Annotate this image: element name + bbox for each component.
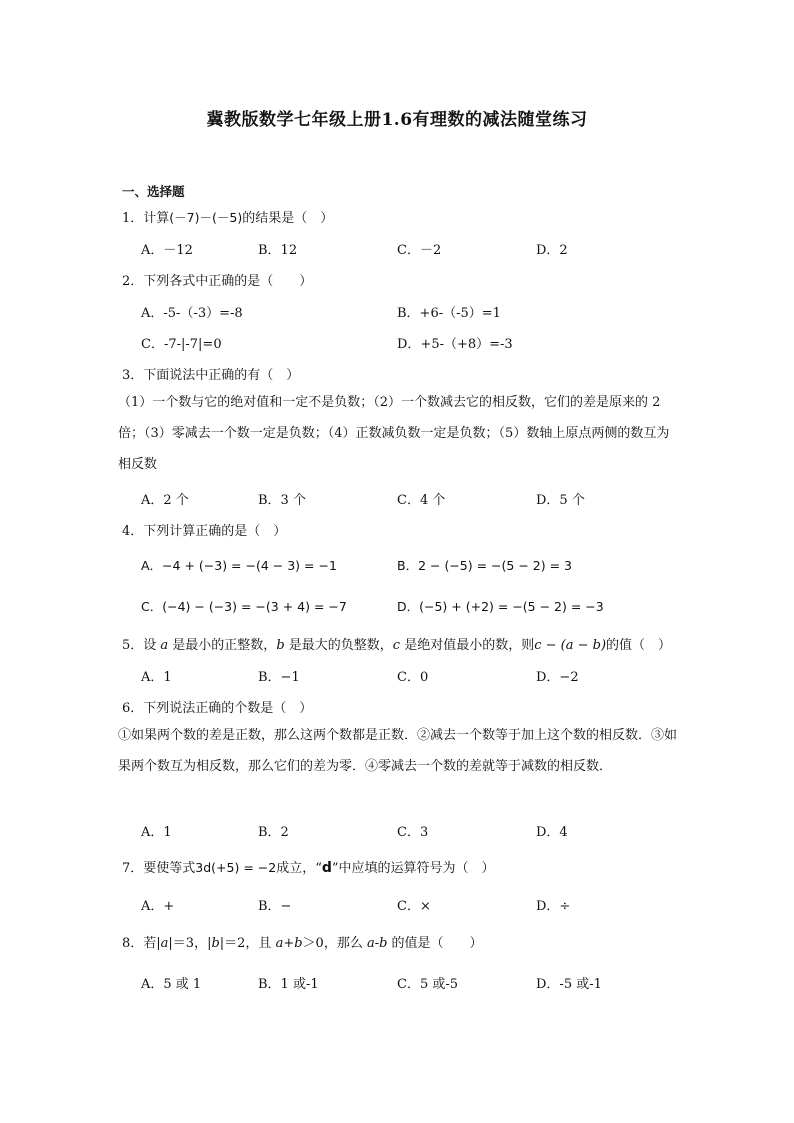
question-3-stem: 3．下面说法中正确的有（ ） <box>122 368 300 383</box>
q1-option-c[interactable]: C．－2 <box>397 243 442 258</box>
q8-option-d[interactable]: D．-5 或-1 <box>536 977 602 992</box>
question-6-stem: 6．下列说法正确的个数是（ ） <box>122 701 313 716</box>
q3-option-b[interactable]: B．3 个 <box>258 493 306 508</box>
q2-option-c[interactable]: C．-7-|-7|=0 <box>141 337 222 352</box>
q1-option-a[interactable]: A．－12 <box>141 243 193 258</box>
question-4-stem: 4．下列计算正确的是（ ） <box>122 524 287 539</box>
q6-option-b[interactable]: B．2 <box>258 825 289 840</box>
q5-option-c[interactable]: C．0 <box>397 670 429 685</box>
q7-option-a[interactable]: A．+ <box>141 899 175 914</box>
q4-option-a[interactable]: A．−4 + (−3) = −(4 − 3) = −1 <box>141 558 337 573</box>
q4-option-d[interactable]: D．(−5) + (+2) = −(5 − 2) = −3 <box>397 599 604 614</box>
q2-option-d[interactable]: D．+5-（+8）=-3 <box>397 337 513 352</box>
question-8-stem: 8．若|a|＝3，|b|＝2，且 a+b＞0，那么 a-b 的值是（ ） <box>122 936 483 951</box>
question-3-body: （1）一个数与它的绝对值和一定不是负数；（2）一个数减去它的相反数，它们的差是原来的 2 倍；（3）零减去一个数一定是负数；（4）正数减负数一定是负数；（5）数轴上原点两侧的数互为相反数 <box>118 395 670 472</box>
q5-option-d[interactable]: D．−2 <box>536 670 579 685</box>
q6-option-a[interactable]: A．1 <box>141 825 172 840</box>
q3-option-a[interactable]: A．2 个 <box>141 493 189 508</box>
question-6-body: ①如果两个数的差是正数，那么这两个数都是正数．②减去一个数等于加上这个数的相反数．③如果两个数互为相反数，那么它们的差为零．④零减去一个数的差就等于减数的相反数． <box>118 728 678 774</box>
q1-option-d[interactable]: D．2 <box>536 243 568 258</box>
q6-option-d[interactable]: D．4 <box>536 825 568 840</box>
q5-expression: c − (a − b) <box>534 638 607 653</box>
q2-option-a[interactable]: A．-5-（-3）=-8 <box>141 306 243 321</box>
question-7-stem: 7．要使等式3d(+5) = −2成立，“d”中应填的运算符号为（ ） <box>122 860 495 876</box>
q3-option-c[interactable]: C．4 个 <box>397 493 446 508</box>
q7-placeholder-symbol: d <box>321 860 332 876</box>
q8-option-a[interactable]: A．5 或 1 <box>141 977 202 992</box>
q7-option-d[interactable]: D．÷ <box>536 899 571 914</box>
section-heading: 一、选择题 <box>122 184 185 199</box>
q8-option-c[interactable]: C．5 或-5 <box>397 977 459 992</box>
q4-option-b[interactable]: B．2 − (−5) = −(5 − 2) = 3 <box>397 558 572 573</box>
question-2-stem: 2．下列各式中正确的是（ ） <box>122 274 313 289</box>
question-1-stem: 1．计算(－7)－(－5)的结果是（ ） <box>122 210 334 226</box>
question-5-stem: 5．设 a 是最小的正整数，b 是最大的负整数，c 是绝对值最小的数，则c − (a − b)的值（ ） <box>122 638 672 653</box>
q8-option-b[interactable]: B．1 或-1 <box>258 977 319 992</box>
q4-option-c[interactable]: C．(−4) − (−3) = −(3 + 4) = −7 <box>141 599 347 614</box>
q3-option-d[interactable]: D．5 个 <box>536 493 585 508</box>
q7-option-c[interactable]: C．× <box>397 899 431 914</box>
q5-option-a[interactable]: A．1 <box>141 670 172 685</box>
q2-option-b[interactable]: B．+6-（-5）=1 <box>397 306 501 321</box>
page-title: 冀教版数学七年级上册1.6有理数的减法随堂练习 <box>206 110 588 130</box>
q1-expression: (－7)－(－5) <box>169 210 243 225</box>
q5-option-b[interactable]: B．−1 <box>258 670 300 685</box>
q6-option-c[interactable]: C．3 <box>397 825 429 840</box>
q1-option-b[interactable]: B．12 <box>258 243 298 258</box>
q7-option-b[interactable]: B．− <box>258 899 292 914</box>
